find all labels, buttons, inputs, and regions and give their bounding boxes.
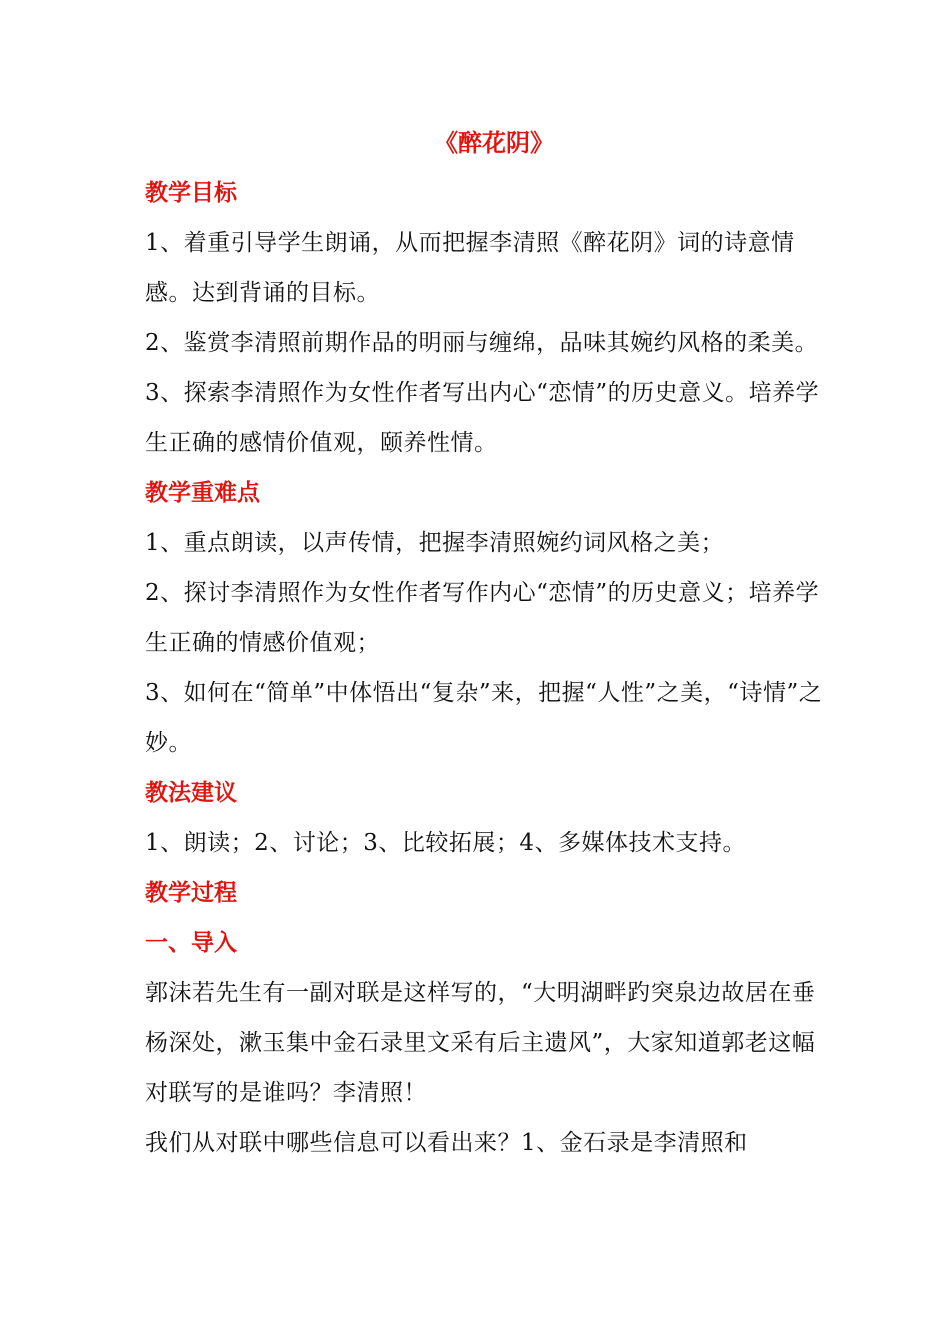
document-body (145, 118, 835, 1168)
section-heading-key-points: 教学重难点 (145, 480, 260, 506)
process-paragraph-2: 我们从对联中哪些信息可以看出来？1、金石录是李清照和 (145, 1130, 748, 1156)
section-heading-objectives: 教学目标 (145, 180, 237, 206)
key-point-item-1: 1、重点朗读，以声传情，把握李清照婉约词风格之美； (145, 530, 725, 556)
section-heading-process: 教学过程 (145, 880, 237, 906)
key-point-item-2: 2、探讨李清照作为女性作者写作内心“恋情”的历史意义；培养学生正确的情感价值观； (145, 580, 820, 656)
objective-item-2: 2、鉴赏李清照前期作品的明丽与缠绵，品味其婉约风格的柔美。 (145, 330, 819, 356)
objective-item-3: 3、探索李清照作为女性作者写出内心“恋情”的历史意义。培养学生正确的感情价值观，颐养性情。 (145, 380, 820, 456)
document-title: 《醉花阴》 (434, 129, 554, 157)
key-point-item-3: 3、如何在“简单”中体悟出“复杂”来，把握“人性”之美，“诗情”之妙。 (145, 680, 823, 756)
method-item-1: 1、朗读；2、讨论；3、比较拓展；4、多媒体技术支持。 (145, 830, 747, 856)
section-heading-methods: 教法建议 (145, 780, 237, 806)
process-paragraph-1: 郭沫若先生有一副对联是这样写的，“大明湖畔趵突泉边故居在垂杨深处，漱玉集中金石录里文采有后主遗风”，大家知道郭老这幅对联写的是谁吗？李清照！ (145, 980, 816, 1106)
subheading-introduction: 一、导入 (145, 930, 237, 956)
objective-item-1: 1、着重引导学生朗诵，从而把握李清照《醉花阴》词的诗意情感。达到背诵的目标。 (145, 230, 795, 306)
